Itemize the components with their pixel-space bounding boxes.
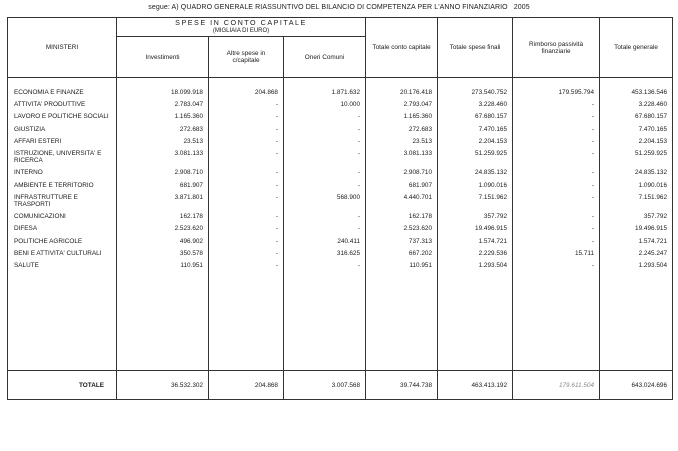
investimenti-cell: 2.783.047	[117, 99, 209, 111]
investimenti-cell: 3.081.133	[117, 148, 209, 167]
ministero-name: AMBIENTE E TERRITORIO	[8, 180, 117, 192]
totale-generale-cell: 1.293.504	[600, 260, 673, 272]
ministero-name: ISTRUZIONE, UNIVERSITA' E RICERCA	[8, 148, 117, 167]
table-row	[8, 260, 673, 272]
total-spese-finali: 463.413.192	[438, 371, 513, 400]
page-title	[0, 4, 678, 11]
header-investimenti: Investimenti	[117, 37, 209, 78]
title-year: 2005	[513, 4, 530, 11]
budget-table	[7, 17, 673, 400]
table-row	[8, 180, 673, 192]
totale-generale-cell: 67.680.157	[600, 111, 673, 123]
totale-capitale-cell: 2.908.710	[366, 167, 438, 179]
totale-finali-cell: 273.540.752	[438, 87, 513, 99]
oneri-comuni-cell: 316.625	[284, 248, 366, 260]
totale-capitale-cell: 681.907	[366, 180, 438, 192]
totale-generale-cell: 7.151.962	[600, 192, 673, 211]
totale-capitale-cell: 23.513	[366, 136, 438, 148]
ministero-name: GIUSTIZIA	[8, 124, 117, 136]
altre-spese-cell: -	[209, 148, 284, 167]
investimenti-cell: 681.907	[117, 180, 209, 192]
total-row	[8, 371, 673, 400]
oneri-comuni-cell: -	[284, 211, 366, 223]
totale-capitale-cell: 20.176.418	[366, 87, 438, 99]
totale-capitale-cell: 4.440.701	[366, 192, 438, 211]
ministero-name: SALUTE	[8, 260, 117, 272]
totale-generale-cell: 1.090.016	[600, 180, 673, 192]
investimenti-cell: 2.523.620	[117, 223, 209, 235]
table-row	[8, 167, 673, 179]
totale-generale-cell: 2.204.153	[600, 136, 673, 148]
totale-generale-cell: 24.835.132	[600, 167, 673, 179]
totale-finali-cell: 2.204.153	[438, 136, 513, 148]
total-conto-capitale: 39.744.738	[366, 371, 438, 400]
totale-finali-cell: 1.293.504	[438, 260, 513, 272]
ministero-name: DIFESA	[8, 223, 117, 235]
rimborso-cell: 179.595.794	[513, 87, 600, 99]
header-oneri-comuni: Oneri Comuni	[284, 37, 366, 78]
total-investimenti: 36.532.302	[117, 371, 209, 400]
investimenti-cell: 23.513	[117, 136, 209, 148]
header-totale-spese-finali: Totale spese finali	[438, 18, 513, 78]
altre-spese-cell: -	[209, 248, 284, 260]
altre-spese-cell: -	[209, 99, 284, 111]
totale-generale-cell: 3.228.460	[600, 99, 673, 111]
ministero-name: BENI E ATTIVITA' CULTURALI	[8, 248, 117, 260]
altre-spese-cell: -	[209, 211, 284, 223]
oneri-comuni-cell: -	[284, 111, 366, 123]
totale-capitale-cell: 3.081.133	[366, 148, 438, 167]
rimborso-cell: -	[513, 167, 600, 179]
ministero-name: LAVORO E POLITICHE SOCIALI	[8, 111, 117, 123]
investimenti-cell: 110.951	[117, 260, 209, 272]
ministero-name: ATTIVITA' PRODUTTIVE	[8, 99, 117, 111]
totale-capitale-cell: 1.165.360	[366, 111, 438, 123]
table-row	[8, 124, 673, 136]
rimborso-cell: -	[513, 236, 600, 248]
totale-finali-cell: 7.151.962	[438, 192, 513, 211]
table-row	[8, 87, 673, 99]
rimborso-cell: -	[513, 211, 600, 223]
totale-capitale-cell: 737.313	[366, 236, 438, 248]
totale-generale-cell: 2.245.247	[600, 248, 673, 260]
header-group-label: SPESE IN CONTO CAPITALE	[175, 18, 307, 27]
ministero-name: AFFARI ESTERI	[8, 136, 117, 148]
altre-spese-cell: -	[209, 124, 284, 136]
investimenti-cell: 162.178	[117, 211, 209, 223]
rimborso-cell: -	[513, 148, 600, 167]
total-label: TOTALE	[8, 371, 117, 400]
investimenti-cell: 3.871.801	[117, 192, 209, 211]
total-altre-spese: 204.868	[209, 371, 284, 400]
investimenti-cell: 2.908.710	[117, 167, 209, 179]
table-row	[8, 111, 673, 123]
rimborso-cell: -	[513, 180, 600, 192]
rimborso-cell: -	[513, 260, 600, 272]
altre-spese-cell: -	[209, 223, 284, 235]
total-generale: 643.024.696	[600, 371, 673, 400]
table-row	[8, 148, 673, 167]
totale-capitale-cell: 162.178	[366, 211, 438, 223]
totale-generale-cell: 357.792	[600, 211, 673, 223]
table-row	[8, 136, 673, 148]
ministero-name: INFRASTRUTTURE E TRASPORTI	[8, 192, 117, 211]
oneri-comuni-cell: -	[284, 124, 366, 136]
oneri-comuni-cell: -	[284, 180, 366, 192]
table-row	[8, 223, 673, 235]
ministero-name: POLITICHE AGRICOLE	[8, 236, 117, 248]
altre-spese-cell: -	[209, 111, 284, 123]
totale-generale-cell: 1.574.721	[600, 236, 673, 248]
ministero-name: ECONOMIA E FINANZE	[8, 87, 117, 99]
altre-spese-cell: -	[209, 192, 284, 211]
totale-finali-cell: 7.470.165	[438, 124, 513, 136]
header-spese-conto-capitale	[117, 18, 366, 37]
investimenti-cell: 1.165.360	[117, 111, 209, 123]
totale-capitale-cell: 2.793.047	[366, 99, 438, 111]
table-footer	[8, 371, 673, 400]
altre-spese-cell: -	[209, 180, 284, 192]
totale-generale-cell: 51.259.925	[600, 148, 673, 167]
oneri-comuni-cell: -	[284, 223, 366, 235]
total-rimborso: 179.611.504	[513, 371, 600, 400]
totale-finali-cell: 1.574.721	[438, 236, 513, 248]
rimborso-cell: -	[513, 223, 600, 235]
totale-generale-cell: 7.470.165	[600, 124, 673, 136]
title-text: segue: A) QUADRO GENERALE RIASSUNTIVO DEL BILANCIO DI COMPETENZA PER L'ANNO FINANZIARIO	[148, 4, 508, 11]
altre-spese-cell: -	[209, 167, 284, 179]
header-ministeri: MINISTERI	[8, 18, 117, 78]
totale-generale-cell: 19.496.915	[600, 223, 673, 235]
altre-spese-cell: -	[209, 136, 284, 148]
oneri-comuni-cell: -	[284, 260, 366, 272]
totale-finali-cell: 3.228.460	[438, 99, 513, 111]
totale-finali-cell: 51.259.925	[438, 148, 513, 167]
oneri-comuni-cell: 1.871.632	[284, 87, 366, 99]
oneri-comuni-cell: -	[284, 167, 366, 179]
totale-capitale-cell: 272.683	[366, 124, 438, 136]
totale-finali-cell: 1.090.016	[438, 180, 513, 192]
totale-finali-cell: 19.496.915	[438, 223, 513, 235]
totale-capitale-cell: 2.523.620	[366, 223, 438, 235]
totale-finali-cell: 357.792	[438, 211, 513, 223]
totale-generale-cell: 453.136.546	[600, 87, 673, 99]
spacer-row	[8, 78, 673, 88]
ministero-name: COMUNICAZIONI	[8, 211, 117, 223]
total-oneri-comuni: 3.007.568	[284, 371, 366, 400]
totale-capitale-cell: 110.951	[366, 260, 438, 272]
oneri-comuni-cell: -	[284, 148, 366, 167]
table-row	[8, 211, 673, 223]
ministero-name: INTERNO	[8, 167, 117, 179]
rimborso-cell: 15.711	[513, 248, 600, 260]
oneri-comuni-cell: -	[284, 136, 366, 148]
oneri-comuni-cell: 568.900	[284, 192, 366, 211]
header-rimborso-passivita: Rimborso passività finanziarie	[513, 18, 600, 78]
totale-finali-cell: 24.835.132	[438, 167, 513, 179]
header-group-unit: (MIGLIAIA DI EURO)	[212, 28, 270, 34]
header-altre-spese: Altre spese in c/capitale	[209, 37, 284, 78]
altre-spese-cell: -	[209, 236, 284, 248]
oneri-comuni-cell: 10.000	[284, 99, 366, 111]
rimborso-cell: -	[513, 99, 600, 111]
table-row	[8, 192, 673, 211]
oneri-comuni-cell: 240.411	[284, 236, 366, 248]
totale-finali-cell: 67.680.157	[438, 111, 513, 123]
table-body	[8, 78, 673, 371]
investimenti-cell: 272.683	[117, 124, 209, 136]
table-row	[8, 236, 673, 248]
altre-spese-cell: 204.868	[209, 87, 284, 99]
table-row	[8, 248, 673, 260]
header-totale-generale: Totale generale	[600, 18, 673, 78]
investimenti-cell: 18.099.918	[117, 87, 209, 99]
rimborso-cell: -	[513, 192, 600, 211]
table-header	[8, 18, 673, 78]
altre-spese-cell: -	[209, 260, 284, 272]
blank-fill-row	[8, 272, 673, 371]
totale-finali-cell: 2.229.536	[438, 248, 513, 260]
rimborso-cell: -	[513, 111, 600, 123]
header-totale-conto-capitale: Totale conto capitale	[366, 18, 438, 78]
rimborso-cell: -	[513, 136, 600, 148]
totale-capitale-cell: 667.202	[366, 248, 438, 260]
table-row	[8, 99, 673, 111]
rimborso-cell: -	[513, 124, 600, 136]
investimenti-cell: 350.578	[117, 248, 209, 260]
investimenti-cell: 496.902	[117, 236, 209, 248]
